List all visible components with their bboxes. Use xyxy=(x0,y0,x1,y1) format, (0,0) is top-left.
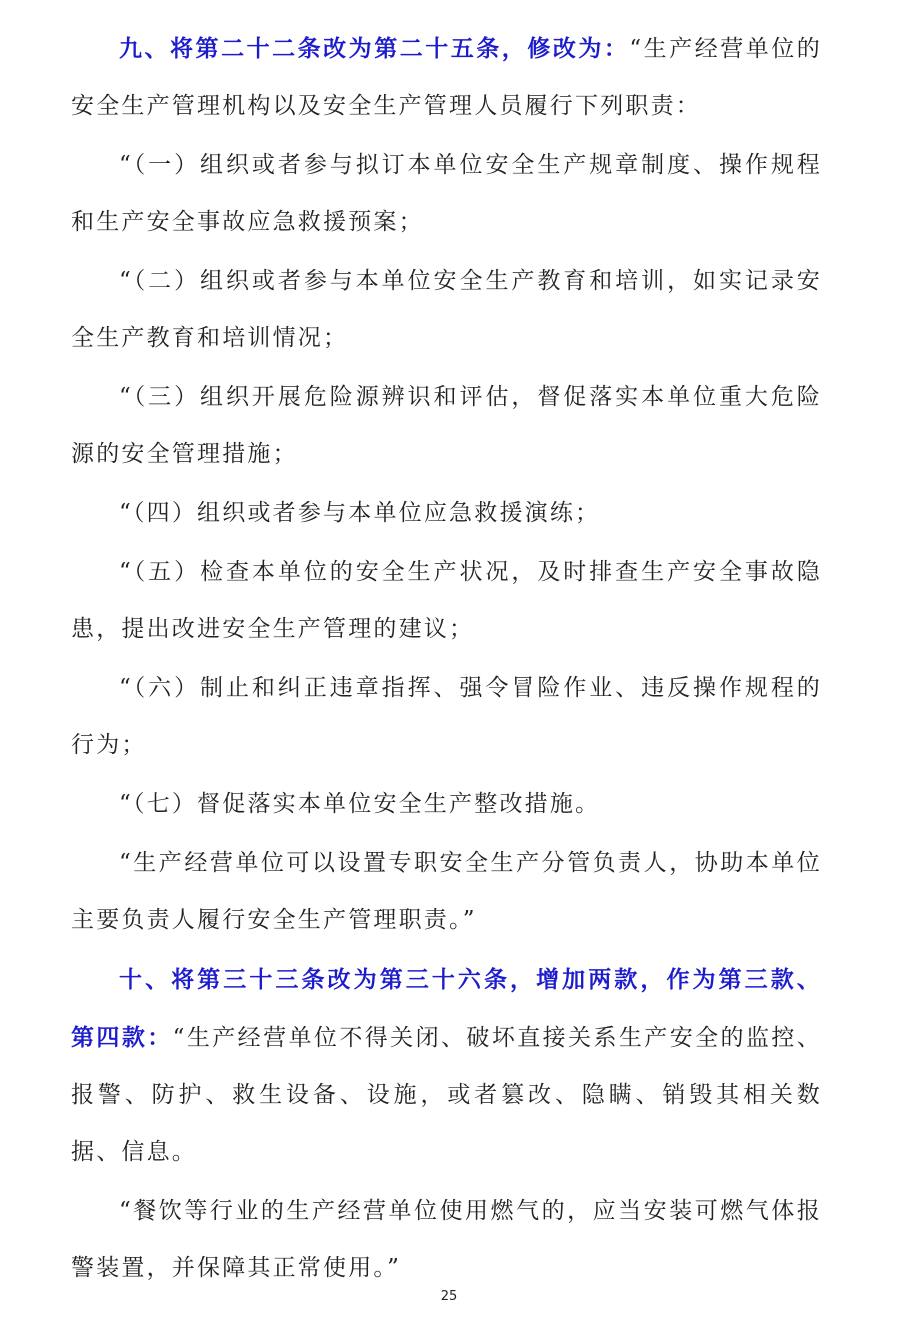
paragraph-text: “生产经营单位的安全生产管理机构以及安全生产管理人员履行下列职责： xyxy=(71,36,823,119)
paragraph-text: “（六）制止和纠正违章指挥、强令冒险作业、违反操作规程的行为； xyxy=(71,675,822,758)
paragraph-item-3 xyxy=(71,369,822,483)
paragraph-text: “生产经营单位可以设置专职安全生产分管负责人，协助本单位主要负责人履行安全生产管理职责。” xyxy=(71,850,822,933)
paragraph-deputy-clause xyxy=(71,835,822,949)
paragraph-item-5 xyxy=(71,544,822,658)
page-number: 25 xyxy=(440,1289,458,1304)
paragraph-text: “（二）组织或者参与本单位安全生产教育和培训，如实记录安全生产教育和培训情况； xyxy=(71,268,822,351)
paragraph-text: “（一）组织或者参与拟订本单位安全生产规章制度、操作规程和生产安全事故应急救援预案； xyxy=(71,152,822,235)
amendment-heading: 十、将第三十三条改为第三十六条，增加两款，作为第三款、第四款： xyxy=(71,966,822,1051)
paragraph-amendment-9 xyxy=(71,20,822,135)
paragraph-text: “（五）检查本单位的安全生产状况，及时排查生产安全事故隐患，提出改进安全生产管理的建议； xyxy=(71,559,822,642)
paragraph-item-2 xyxy=(71,253,822,367)
paragraph-text: “（四）组织或者参与本单位应急救援演练； xyxy=(119,500,601,526)
paragraph-gas-alarm-clause xyxy=(71,1183,822,1297)
document-body xyxy=(71,20,822,1299)
paragraph-item-4 xyxy=(71,485,822,542)
paragraph-item-7 xyxy=(71,776,822,833)
paragraph-text: “（三）组织开展危险源辨识和评估，督促落实本单位重大危险源的安全管理措施； xyxy=(71,384,822,467)
paragraph-text: “（七）督促落实本单位安全生产整改措施。 xyxy=(119,791,601,817)
paragraph-text: “餐饮等行业的生产经营单位使用燃气的，应当安装可燃气体报警装置，并保障其正常使用。” xyxy=(71,1198,822,1281)
paragraph-item-6 xyxy=(71,660,822,774)
paragraph-text: “生产经营单位不得关闭、破坏直接关系生产安全的监控、报警、防护、救生设备、设施，或者篡改、隐瞒、销毁其相关数据、信息。 xyxy=(71,1025,822,1165)
paragraph-item-1 xyxy=(71,137,822,251)
amendment-heading: 九、将第二十二条改为第二十五条，修改为： xyxy=(119,35,630,62)
paragraph-amendment-10 xyxy=(71,951,822,1181)
